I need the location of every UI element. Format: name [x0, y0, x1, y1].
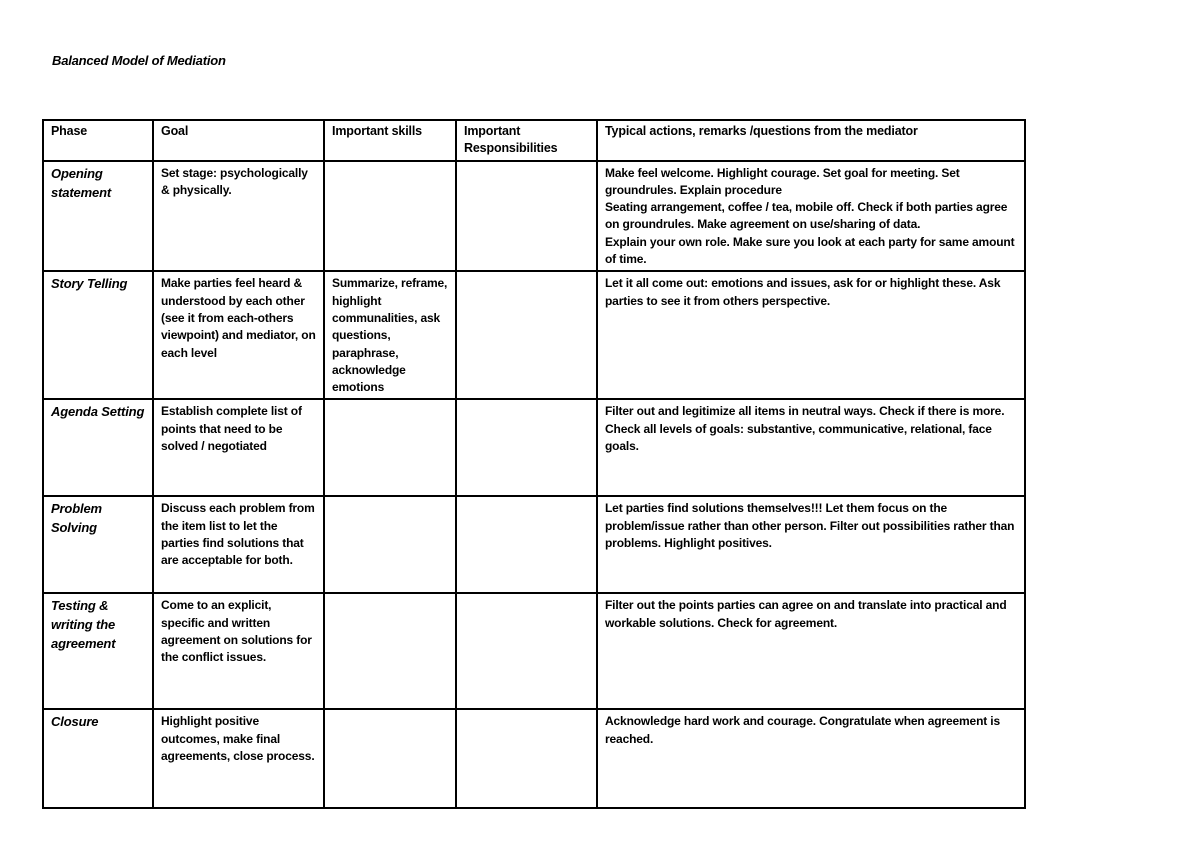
header-responsibilities: Important Responsibilities [456, 120, 597, 161]
actions-cell: Filter out and legitimize all items in neutral ways. Check if there is more. Check all levels of goals: substantive, communicative, relational, face goals. [597, 399, 1025, 496]
header-goal: Goal [153, 120, 324, 161]
skills-cell: Summarize, reframe, highlight communalities, ask questions, paraphrase, acknowledge emotions [324, 271, 456, 399]
skills-cell [324, 399, 456, 496]
skills-cell [324, 161, 456, 272]
actions-cell: Acknowledge hard work and courage. Congratulate when agreement is reached. [597, 709, 1025, 808]
phase-cell: Agenda Setting [43, 399, 153, 496]
table-row [43, 399, 1025, 496]
responsibilities-cell [456, 399, 597, 496]
phase-cell: Closure [43, 709, 153, 808]
actions-cell: Let it all come out: emotions and issues, ask for or highlight these. Ask parties to see it from others perspective. [597, 271, 1025, 399]
table-row [43, 709, 1025, 808]
responsibilities-cell [456, 496, 597, 593]
header-phase: Phase [43, 120, 153, 161]
goal-cell: Make parties feel heard & understood by each other (see it from each-others viewpoint) and mediator, on each level [153, 271, 324, 399]
table-header-row [43, 120, 1025, 161]
goal-cell: Highlight positive outcomes, make final agreements, close process. [153, 709, 324, 808]
header-actions: Typical actions, remarks /questions from the mediator [597, 120, 1025, 161]
responsibilities-cell [456, 161, 597, 272]
table-row [43, 496, 1025, 593]
goal-cell: Discuss each problem from the item list to let the parties find solutions that are acceptable for both. [153, 496, 324, 593]
goal-cell: Establish complete list of points that need to be solved / negotiated [153, 399, 324, 496]
phase-cell: Opening statement [43, 161, 153, 272]
responsibilities-cell [456, 709, 597, 808]
table-row [43, 271, 1025, 399]
table-row [43, 161, 1025, 272]
actions-cell: Let parties find solutions themselves!!! Let them focus on the problem/issue rather than other person. Filter out possibilities rather than problems. Highlight positives. [597, 496, 1025, 593]
goal-cell: Come to an explicit, specific and written agreement on solutions for the conflict issues. [153, 593, 324, 709]
actions-cell: Make feel welcome. Highlight courage. Set goal for meeting. Set groundrules. Explain procedure Seating arrangement, coffee / tea, mobile off. Check if both parties agree on groundrules. Make agreement on use/sharing of data. Explain your own role. Make sure you look at each party for same amount of time. [597, 161, 1025, 272]
phase-cell: Problem Solving [43, 496, 153, 593]
skills-cell [324, 593, 456, 709]
goal-cell: Set stage: psychologically & physically. [153, 161, 324, 272]
responsibilities-cell [456, 271, 597, 399]
actions-cell: Filter out the points parties can agree on and translate into practical and workable solutions. Check for agreement. [597, 593, 1025, 709]
table-row [43, 593, 1025, 709]
mediation-phases-table [42, 119, 1026, 809]
skills-cell [324, 496, 456, 593]
header-skills: Important skills [324, 120, 456, 161]
document-title: Balanced Model of Mediation [52, 53, 226, 68]
phase-cell: Testing & writing the agreement [43, 593, 153, 709]
skills-cell [324, 709, 456, 808]
phase-cell: Story Telling [43, 271, 153, 399]
responsibilities-cell [456, 593, 597, 709]
